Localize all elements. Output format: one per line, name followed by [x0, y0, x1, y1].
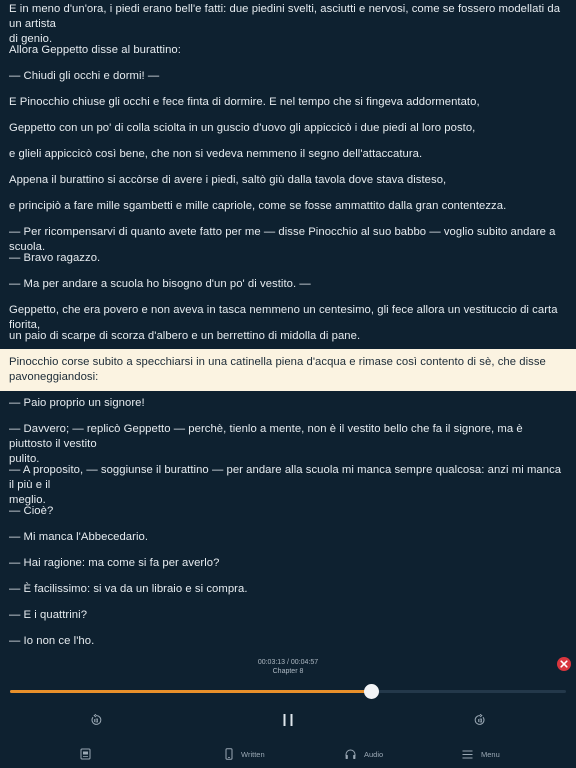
text-line: — Mi manca l'Abbecedario. — [9, 531, 149, 543]
paragraph — [9, 95, 569, 110]
pause-icon — [282, 713, 294, 727]
text-line: — Bravo ragazzo. — [9, 252, 101, 264]
paragraph — [9, 173, 569, 188]
paragraph — [9, 251, 569, 266]
tab-written[interactable] — [225, 742, 265, 766]
playback-time: 00:03:13 / 00:04:57 — [257, 659, 319, 666]
paragraph — [9, 530, 569, 545]
tab-audio-label: Audio — [364, 749, 384, 759]
headphones-icon — [345, 749, 356, 760]
paragraph — [9, 199, 569, 214]
text-line: Geppetto, che era povero e non aveva in tasca nemmeno un centesimo, gli fece allora un vestituccio di carta fiorita, — [9, 304, 558, 331]
text-line: meglio. — [9, 494, 46, 506]
paragraph — [9, 582, 569, 597]
close-player-button[interactable] — [557, 657, 571, 671]
paragraph — [9, 147, 569, 162]
rewind-icon — [90, 714, 102, 726]
playback-info — [0, 658, 576, 676]
paragraph — [9, 43, 569, 58]
paragraph — [9, 121, 569, 136]
tab-audio[interactable] — [345, 742, 383, 766]
text-line: — Ma per andare a scuola ho bisogno d'un po' di vestito. — — [9, 278, 311, 290]
bookmark-icon — [80, 748, 91, 760]
tab-menu[interactable] — [462, 742, 500, 766]
text-line: — Cioè? — [9, 505, 54, 517]
text-line: Pinocchio corse subito a specchiarsi in una catinella piena d'acqua e rimase così contento di sè, che disse — [9, 356, 546, 368]
forward-button[interactable] — [469, 709, 491, 731]
text-line: E in meno d'un'ora, i piedi erano bell'e fatti: due piedini svelti, asciutti e nervosi, come se fossero modellati da un artista — [9, 3, 561, 30]
chapter-label: Chapter 8 — [272, 668, 304, 675]
tab-bookmark[interactable] — [80, 742, 99, 766]
paragraph — [9, 69, 569, 84]
text-line: — Io non ce l'ho. — [9, 635, 95, 647]
text-line: E Pinocchio chiuse gli occhi e fece finta di dormire. E nel tempo che si fingeva addormentato, — [9, 96, 480, 108]
paragraph — [9, 2, 569, 47]
text-line: Appena il burattino si accòrse di avere i piedi, saltò giù dalla tavola dove stava disteso, — [9, 174, 447, 186]
text-line: e glieli appiccicò così bene, che non si vedeva nemmeno il segno dell'attaccatura. — [9, 148, 423, 160]
text-line: e principiò a fare mille sgambetti e mille capriole, come se fosse ammattito dalla gran contentezza. — [9, 200, 507, 212]
paragraph — [9, 504, 569, 519]
tab-menu-label: Menu — [481, 749, 500, 759]
text-line: — Hai ragione: ma come si fa per averlo? — [9, 557, 220, 569]
progress-thumb[interactable] — [364, 684, 379, 699]
text-line: pavoneggiandosi: — [9, 371, 99, 383]
forward-icon — [474, 714, 486, 726]
text-line: — Per ricompensarvi di quanto avete fatto per me — disse Pinocchio al suo babbo — voglio subito andare a scuola. — [9, 226, 556, 253]
progress-fill — [10, 690, 371, 693]
tab-written-label: Written — [241, 749, 265, 759]
close-icon — [560, 660, 568, 668]
paragraph — [9, 422, 569, 467]
text-line: — Paio proprio un signore! — [9, 397, 145, 409]
text-line: di genio. — [9, 33, 53, 45]
bottom-tab-bar — [0, 742, 576, 766]
text-line: — A proposito, — soggiunse il burattino — per andare alla scuola mi manca sempre qualcosa: anzi mi manca il più e il — [9, 464, 562, 491]
paragraph — [9, 608, 569, 623]
highlighted-paragraph — [9, 355, 569, 385]
paragraph — [9, 634, 569, 649]
progress-slider[interactable] — [10, 690, 566, 693]
rewind-button[interactable] — [85, 709, 107, 731]
paragraph — [9, 329, 569, 344]
paragraph — [9, 556, 569, 571]
text-line: Allora Geppetto disse al burattino: — [9, 44, 181, 56]
paragraph — [9, 463, 569, 508]
text-line: — E i quattrini? — [9, 609, 88, 621]
audio-player — [0, 652, 576, 768]
phone-icon — [225, 748, 233, 760]
paragraph — [9, 277, 569, 292]
text-line: un paio di scarpe di scorza d'albero e un berrettino di midolla di pane. — [9, 330, 361, 342]
text-line: — Davvero; — replicò Geppetto — perchè, tienlo a mente, non è il vestito bello che fa il signore, ma è piuttosto il vestito — [9, 423, 523, 450]
text-line: — È facilissimo: si va da un libraio e si compra. — [9, 583, 248, 595]
paragraph — [9, 396, 569, 411]
pause-button[interactable] — [277, 709, 299, 731]
text-line: — Chiudi gli occhi e dormi! — — [9, 70, 160, 82]
menu-icon — [462, 750, 473, 759]
text-line: pulito. — [9, 453, 40, 465]
text-line: Geppetto con un po' di colla sciolta in un guscio d'uovo gli appiccicò i due piedi al loro posto, — [9, 122, 476, 134]
